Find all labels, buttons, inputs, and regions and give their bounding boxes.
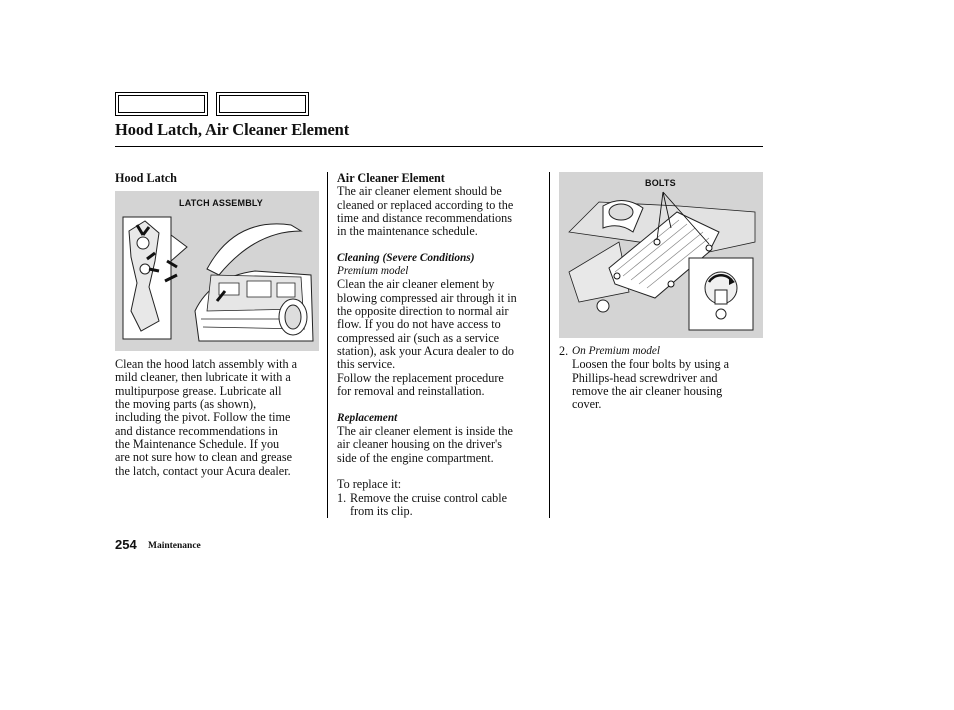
replacement-heading: Replacement — [337, 411, 398, 424]
body-line: cleaned or replaced according to the — [337, 197, 514, 212]
step-line: Phillips-head screwdriver and — [572, 370, 718, 385]
body-line: side of the engine compartment. — [337, 450, 494, 465]
step-line: Remove the cruise control cable — [350, 490, 508, 505]
body-line: Follow the replacement procedure — [337, 370, 504, 385]
step-line: from its clip. — [350, 503, 413, 518]
step-line: cover. — [572, 397, 602, 412]
latch-assembly-figure — [115, 191, 319, 351]
latch-assembly-label: LATCH ASSEMBLY — [179, 198, 263, 208]
page-number: 254 — [115, 537, 137, 552]
body-line: Clean the air cleaner element by — [337, 277, 495, 292]
body-line: multipurpose grease. Lubricate all — [115, 383, 282, 398]
body-line: air cleaner housing on the driver's — [337, 437, 502, 452]
column-hood-latch — [115, 172, 320, 185]
step-1-number: 1. — [337, 490, 347, 505]
step-2-model: On Premium model — [572, 345, 661, 357]
cleaning-model: Premium model — [337, 265, 409, 278]
air-cleaner-heading: Air Cleaner Element — [337, 171, 445, 185]
column-divider-1 — [327, 172, 328, 518]
body-line: The air cleaner element is inside the — [337, 423, 513, 438]
nav-tab-box-1[interactable] — [115, 92, 208, 116]
body-line: the Maintenance Schedule. If you — [115, 437, 280, 452]
bolts-figure — [559, 172, 763, 338]
hood-latch-heading: Hood Latch — [115, 171, 177, 185]
body-line: the opposite direction to normal air — [337, 304, 509, 319]
page-title: Hood Latch, Air Cleaner Element — [115, 120, 350, 139]
cleaning-heading: Cleaning (Severe Conditions) — [337, 251, 475, 264]
latch-assembly-illustration — [115, 191, 319, 351]
body-line: and distance recommendations in — [115, 423, 278, 438]
body-line: for removal and reinstallation. — [337, 384, 485, 399]
bolts-label: BOLTS — [645, 178, 676, 188]
body-line: mild cleaner, then lubricate it with a — [115, 370, 291, 385]
step-2-number: 2. — [559, 344, 569, 358]
column-divider-2 — [549, 172, 550, 518]
step-1 — [337, 492, 547, 519]
step-line: Loosen the four bolts by using a — [572, 357, 730, 372]
body-line: blowing compressed air through it in — [337, 290, 517, 305]
body-line: in the maintenance schedule. — [337, 224, 478, 239]
step-2 — [559, 345, 759, 412]
hood-latch-body — [115, 358, 325, 478]
body-line: the latch, contact your Acura dealer. — [115, 463, 291, 478]
to-replace-text: To replace it: — [337, 477, 402, 492]
column-air-cleaner — [337, 172, 547, 518]
body-line: The air cleaner element should be — [337, 184, 502, 199]
body-line: this service. — [337, 357, 396, 372]
nav-tab-box-2[interactable] — [216, 92, 309, 116]
body-line: Clean the hood latch assembly with a — [115, 357, 298, 371]
body-line: the moving parts (as shown), — [115, 397, 257, 412]
body-line: station), ask your Acura dealer to do — [337, 344, 515, 359]
step-line: remove the air cleaner housing — [572, 384, 723, 399]
section-label: Maintenance — [148, 541, 201, 551]
body-line: including the pivot. Follow the time — [115, 410, 291, 425]
body-line: compressed air (such as a service — [337, 330, 500, 345]
body-line: are not sure how to clean and grease — [115, 450, 292, 465]
body-line: time and distance recommendations — [337, 211, 512, 226]
air-cleaner-housing-illustration — [559, 172, 763, 338]
body-line: flow. If you do not have access to — [337, 317, 501, 332]
title-rule — [115, 146, 763, 147]
